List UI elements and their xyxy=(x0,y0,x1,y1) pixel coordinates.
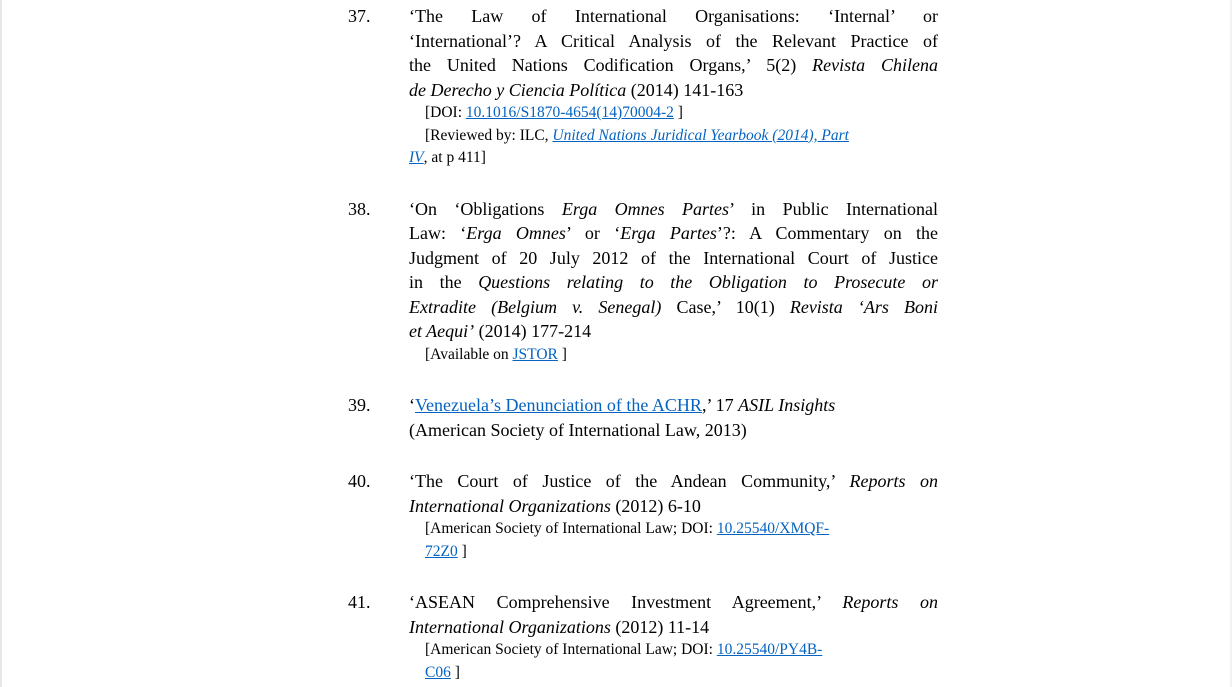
citation-line xyxy=(409,590,938,615)
text-segment: de Derecho y Ciencia Política xyxy=(409,79,627,100)
entry-number: 40. xyxy=(348,471,371,491)
text-segment: ’ or ‘ xyxy=(565,223,621,243)
reference-entry xyxy=(348,393,1230,442)
citation-note-line xyxy=(409,639,938,662)
text-segment: Erga Partes xyxy=(620,223,717,243)
text-segment: ] xyxy=(557,345,567,363)
doi-link[interactable]: 72Z0 xyxy=(425,542,458,560)
text-segment: ‘The Law of International Organisations: ‘Internal’ or xyxy=(409,6,938,26)
text-segment: ‘International’? A Critical Analysis of the Relevant Practice of xyxy=(409,30,938,51)
citation-line xyxy=(409,319,938,344)
citation-note-line xyxy=(409,518,938,541)
yearbook-review-link[interactable]: United Nations Juridical Yearbook (2014), Part xyxy=(552,126,849,144)
text-segment: ] xyxy=(450,663,460,681)
text-segment: et Aequi’ xyxy=(409,321,475,341)
text-segment: ‘ xyxy=(409,395,415,415)
text-segment: Law: ‘ xyxy=(409,223,467,243)
citation-line xyxy=(409,615,938,640)
citation-note-line xyxy=(409,541,938,564)
entry-body xyxy=(409,4,938,170)
citation-note-line xyxy=(409,344,938,367)
citation-note-line xyxy=(409,662,938,685)
text-segment: Revista ‘Ars Boni xyxy=(789,296,938,317)
citation-line xyxy=(409,246,938,271)
text-segment: ] xyxy=(673,104,683,121)
citation-line xyxy=(409,29,938,54)
citation-line xyxy=(409,295,938,320)
text-segment: , at p 411] xyxy=(423,149,486,166)
entry-body xyxy=(409,590,938,684)
jstor-link[interactable]: JSTOR xyxy=(512,345,558,363)
yearbook-review-link[interactable]: IV xyxy=(409,149,424,166)
text-segment: Case,’ 10(1) xyxy=(661,296,790,317)
doi-link[interactable]: 10.25540/PY4B- xyxy=(716,641,823,658)
citation-line xyxy=(409,197,938,222)
citation-line xyxy=(409,53,938,78)
citation-line xyxy=(409,270,938,295)
text-segment: Reports on xyxy=(842,592,938,612)
text-segment: ,’ 17 xyxy=(701,395,739,415)
text-segment: Erga Omnes xyxy=(466,223,566,243)
entry-number: 39. xyxy=(348,395,371,415)
reference-entry xyxy=(348,197,1230,367)
text-segment: (American Society of International Law, 2013) xyxy=(409,419,747,440)
text-segment: (2012) 6-10 xyxy=(610,495,701,516)
text-segment: [Available on xyxy=(425,345,513,363)
entry-body xyxy=(409,197,938,367)
entry-body xyxy=(409,469,938,563)
text-segment: ] xyxy=(457,542,467,560)
text-segment: ‘The Court of Justice of the Andean Community,’ xyxy=(409,471,850,491)
citation-line xyxy=(409,4,938,29)
text-segment: ’?: A Commentary on the xyxy=(716,223,939,243)
reference-entry xyxy=(348,469,1230,563)
text-segment: Judgment of 20 July 2012 of the International Court of Justice xyxy=(409,247,938,268)
entry-number: 38. xyxy=(348,198,371,219)
text-segment: ‘On ‘Obligations xyxy=(409,198,562,219)
text-segment: (2014) 177-214 xyxy=(474,321,592,341)
text-segment: the United Nations Codification Organs,’ 5(2) xyxy=(409,55,813,75)
entry-number: 41. xyxy=(348,592,371,612)
citation-line xyxy=(409,494,938,519)
text-segment: [DOI: xyxy=(425,104,466,121)
doi-link[interactable]: C06 xyxy=(425,663,451,681)
text-segment: International Organizations xyxy=(409,495,611,516)
text-segment: (2012) 11-14 xyxy=(610,616,710,637)
reference-entry xyxy=(348,590,1230,684)
citation-line xyxy=(409,469,938,494)
text-segment: International Organizations xyxy=(409,616,611,637)
doi-link[interactable]: 10.1016/S1870-4654(14)70004-2 xyxy=(465,104,674,121)
text-segment: (2014) 141-163 xyxy=(626,79,744,100)
citation-line xyxy=(409,221,938,246)
text-segment: ’ in Public International xyxy=(729,198,938,219)
text-segment: Revista Chilena xyxy=(812,55,938,75)
text-segment: [American Society of International Law; DOI: xyxy=(425,641,717,658)
text-segment: ASIL Insights xyxy=(738,395,836,415)
doi-link[interactable]: 10.25540/XMQF- xyxy=(716,520,830,537)
reference-list xyxy=(348,4,1230,684)
citation-line xyxy=(409,393,938,418)
entry-number: 37. xyxy=(348,6,371,26)
citation-note-line xyxy=(409,102,938,125)
text-segment: [American Society of International Law; DOI: xyxy=(425,520,717,537)
citation-line xyxy=(409,78,938,103)
text-segment: Reports on xyxy=(849,471,938,491)
text-segment: ‘ASEAN Comprehensive Investment Agreement,’ xyxy=(409,592,843,612)
citation-note-line xyxy=(409,147,938,170)
text-segment: Erga Omnes Partes xyxy=(561,198,730,219)
citation-note-line xyxy=(409,125,938,148)
article-link-venezuela-achr[interactable]: Venezuela’s Denunciation of the ACHR xyxy=(415,395,702,415)
citation-line xyxy=(409,418,938,443)
reference-entry xyxy=(348,4,1230,170)
text-segment: [Reviewed by: ILC, xyxy=(425,126,553,144)
text-segment: Questions relating to the Obligation to Prosecute or xyxy=(478,272,938,292)
text-segment: in the xyxy=(409,272,479,292)
entry-body xyxy=(409,393,938,442)
text-segment: Extradite (Belgium v. Senegal) xyxy=(409,296,662,317)
